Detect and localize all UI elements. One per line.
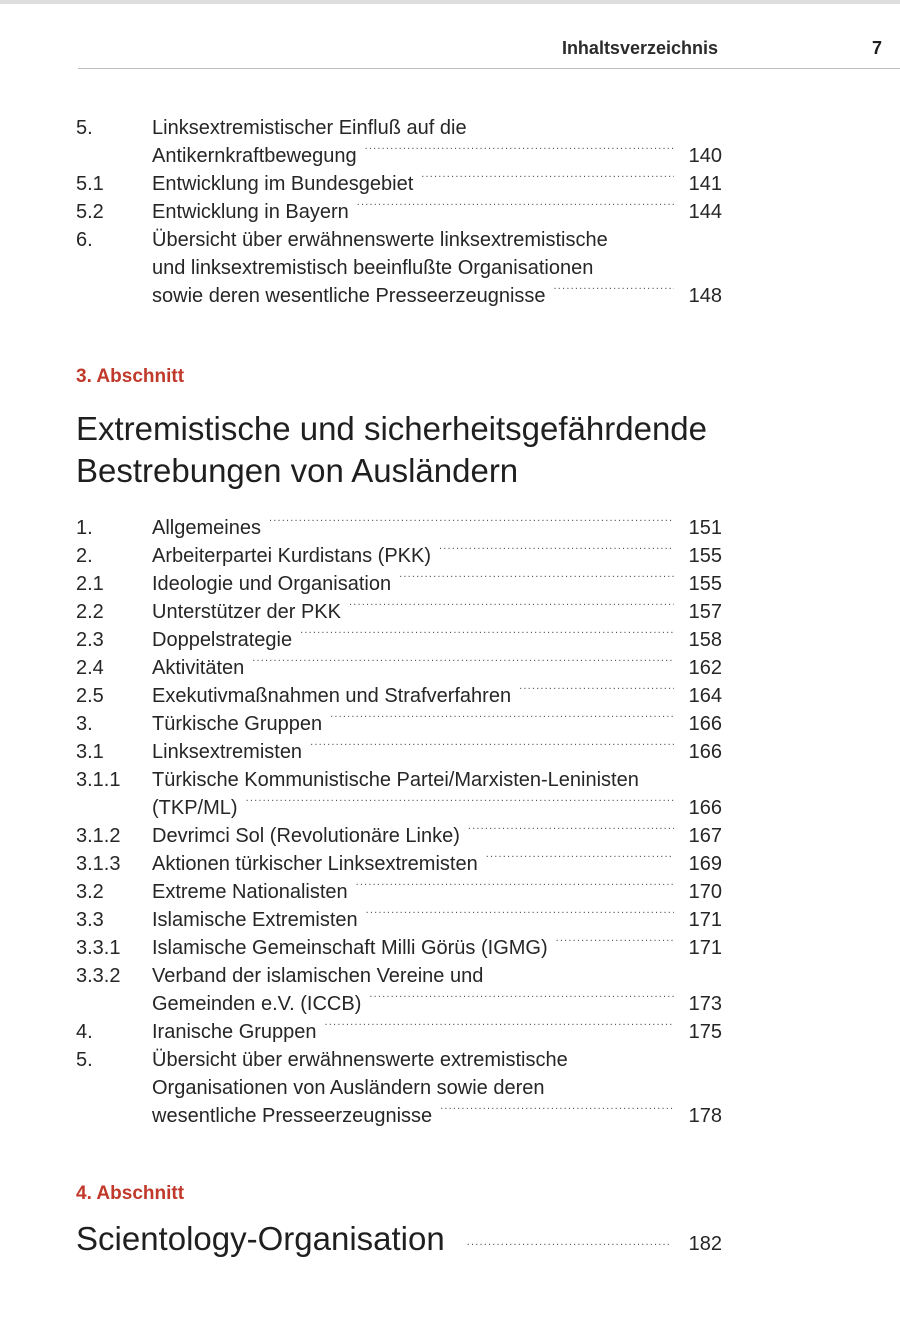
toc-entry-title-line: Übersicht über erwähnenswerte extremistische (152, 1049, 568, 1071)
toc-entry-body (152, 198, 722, 226)
toc-entry-page: 164 (688, 685, 722, 707)
page-number: 7 (872, 38, 883, 58)
toc-entry-body (152, 682, 722, 710)
toc-entry-page: 166 (688, 797, 722, 819)
toc-entry-number: 3. (76, 713, 93, 735)
toc-entry-title-line: Türkische Gruppen (152, 713, 323, 735)
dot-leader (246, 794, 674, 814)
section-3-title-line-1: Extremistische und sicherheitsgefährdende (76, 410, 708, 447)
toc-entry-title-row (152, 198, 722, 226)
dot-leader (556, 934, 674, 954)
toc-entry-title-row (152, 710, 722, 738)
toc-section-3 (76, 514, 722, 1130)
toc-entry-body (152, 114, 722, 170)
toc-entry-title-line: Gemeinden e.V. (ICCB) (152, 993, 362, 1015)
dot-leader (366, 906, 674, 926)
toc-entry-title-row (152, 598, 722, 626)
toc-entry-title-row (152, 142, 722, 170)
toc-entry[interactable] (76, 878, 722, 906)
toc-entry-number: 5.1 (76, 173, 104, 195)
toc-entry-number: 3.1.2 (76, 825, 121, 847)
toc-entry[interactable] (76, 114, 722, 170)
toc-entry-number: 6. (76, 229, 93, 251)
toc-entry-page: 170 (688, 881, 722, 903)
toc-entry-title-line: Entwicklung in Bayern (152, 201, 349, 223)
toc-entry-body (152, 878, 722, 906)
toc-entry-title-line: wesentliche Presseerzeugnisse (152, 1105, 433, 1127)
toc-entry-title-row (152, 934, 722, 962)
dot-leader (269, 514, 674, 534)
toc-entry-title-line: Türkische Kommunistische Partei/Marxisten-Leninisten (152, 769, 639, 791)
dot-leader (300, 626, 674, 646)
toc-entry-title-line: (TKP/ML) (152, 797, 238, 819)
section-3-title-line-2: Bestrebungen von Ausländern (76, 452, 519, 489)
toc-entry-number: 2.3 (76, 629, 104, 651)
toc-entry-title-row (152, 878, 722, 906)
toc-entry-title-line: Allgemeines (152, 517, 261, 539)
toc-entry-page: 169 (688, 853, 722, 875)
toc-entry-title-row (152, 794, 722, 822)
toc-entry-title-row (152, 570, 722, 598)
toc-entry-title-row (152, 822, 722, 850)
toc-entry[interactable] (76, 710, 722, 738)
dot-leader (421, 170, 674, 190)
toc-entry[interactable] (76, 850, 722, 878)
toc-entry[interactable] (76, 906, 722, 934)
toc-entry-number: 3.1.1 (76, 769, 121, 791)
toc-entry-title-line: Linksextremistischer Einfluß auf die (152, 117, 467, 139)
toc-entry-body (152, 514, 722, 542)
toc-entry[interactable] (76, 766, 722, 822)
toc-entry[interactable] (76, 1018, 722, 1046)
toc-entry[interactable] (76, 1046, 722, 1130)
toc-entry[interactable] (76, 226, 722, 310)
toc-entry-body (152, 1018, 722, 1046)
toc-entry[interactable] (76, 514, 722, 542)
toc-entry-body (152, 654, 722, 682)
dot-leader (467, 1234, 672, 1250)
toc-entry-number: 3.2 (76, 881, 104, 903)
toc-entry-title-row (152, 990, 722, 1018)
toc-entry-title-line: Linksextremisten (152, 741, 303, 763)
toc-entry[interactable] (76, 598, 722, 626)
dot-leader (349, 598, 674, 618)
toc-entry-page: 166 (688, 713, 722, 735)
toc-entry-page: 171 (688, 909, 722, 931)
toc-entry-title-row (152, 542, 722, 570)
toc-entry-page: 175 (688, 1021, 722, 1043)
toc-entry[interactable] (76, 962, 722, 1018)
dot-leader (468, 822, 674, 842)
toc-entry-number: 2.1 (76, 573, 104, 595)
toc-entry[interactable] (76, 626, 722, 654)
dot-leader (399, 570, 674, 590)
toc-entry-title-row (152, 514, 722, 542)
dot-leader (486, 850, 674, 870)
toc-entry-title-line: Arbeiterpartei Kurdistans (PKK) (152, 545, 432, 567)
toc-entry-body (152, 906, 722, 934)
toc-entry[interactable] (76, 738, 722, 766)
toc-entry[interactable] (76, 170, 722, 198)
toc-entry-number: 2.2 (76, 601, 104, 623)
toc-entry-title-line: Organisationen von Ausländern sowie deren (152, 1077, 545, 1099)
toc-entry-page: 171 (688, 937, 722, 959)
toc-entry-title-row (152, 654, 722, 682)
dot-leader (519, 682, 674, 702)
toc-entry-title-row (152, 850, 722, 878)
dot-leader (369, 990, 674, 1010)
toc-entry-title-line: Unterstützer der PKK (152, 601, 341, 623)
toc-entry-page: 178 (688, 1105, 722, 1127)
dot-leader (554, 282, 674, 302)
header-title: Inhaltsverzeichnis (561, 38, 718, 58)
toc-entry-title-line: Devrimci Sol (Revolutionäre Linke) (152, 825, 460, 847)
toc-entry-page: 151 (688, 517, 722, 539)
toc-entry-body (152, 170, 722, 198)
toc-entry-title-row (152, 682, 722, 710)
dot-leader (356, 878, 674, 898)
toc-entry-number: 1. (76, 517, 93, 539)
dot-leader (365, 142, 674, 162)
toc-entry-number: 3.3.1 (76, 937, 121, 959)
section-4-label: 4. Abschnitt (76, 1183, 185, 1204)
toc-entry-number: 3.1 (76, 741, 104, 763)
toc-entry-body (152, 598, 722, 626)
toc-entry-title-line: und linksextremistisch beeinflußte Organisationen (152, 257, 594, 279)
toc-entry-number: 3.3 (76, 909, 104, 931)
toc-entry-title-row (152, 738, 722, 766)
toc-entry-page: 155 (688, 545, 722, 567)
toc-entry-title-line: sowie deren wesentliche Presseerzeugnisse (152, 285, 546, 307)
toc-entry-body (152, 626, 722, 654)
toc-entry-body (152, 542, 722, 570)
toc-entry-title-line: Übersicht über erwähnenswerte linksextremistische (152, 229, 608, 251)
toc-entry-body (152, 934, 722, 962)
toc-entry-title-line: Aktionen türkischer Linksextremisten (152, 853, 478, 875)
toc-entry-page: 162 (688, 657, 722, 679)
toc-entry-page: 141 (688, 173, 722, 195)
top-rule (0, 0, 900, 4)
toc-entry-number: 5. (76, 1049, 93, 1071)
toc-entry-title-line: Antikernkraftbewegung (152, 145, 357, 167)
section-4-title: Scientology-Organisation (76, 1220, 445, 1257)
dot-leader (439, 542, 674, 562)
toc-entry-body (152, 962, 722, 1018)
toc-entry-title-line: Ideologie und Organisation (152, 573, 392, 595)
toc-entry-body (152, 1046, 722, 1130)
toc-entry-page: 144 (688, 201, 722, 223)
toc-entry-page: 148 (688, 285, 722, 307)
toc-entry-number: 3.1.3 (76, 853, 121, 875)
toc-entry-title-line: Entwicklung im Bundesgebiet (152, 173, 414, 195)
dot-leader (310, 738, 674, 758)
toc-entry-title-row (152, 626, 722, 654)
toc-entry-number: 2.5 (76, 685, 104, 707)
toc-entry-body (152, 822, 722, 850)
dot-leader (440, 1102, 674, 1122)
toc-entry-page: 140 (688, 145, 722, 167)
toc-entry-number: 2. (76, 545, 93, 567)
toc-entry-title-row (152, 282, 722, 310)
dot-leader (330, 710, 674, 730)
section-3-label: 3. Abschnitt (76, 366, 185, 387)
toc-entry[interactable] (76, 570, 722, 598)
toc-entry-title-line: Aktivitäten (152, 657, 245, 679)
toc-entry[interactable] (76, 654, 722, 682)
toc-entry-page: 166 (688, 741, 722, 763)
toc-entry-page: 167 (688, 825, 722, 847)
section-4-page: 182 (688, 1233, 722, 1255)
toc-entry-title-row (152, 1018, 722, 1046)
toc-entry-page: 155 (688, 573, 722, 595)
dot-leader (325, 1018, 674, 1038)
toc-entry-page: 158 (688, 629, 722, 651)
toc-entry-body (152, 766, 722, 822)
toc-entry[interactable] (76, 542, 722, 570)
toc-entry-title-row (152, 906, 722, 934)
toc-entry-title-line: Exekutivmaßnahmen und Strafverfahren (152, 685, 512, 707)
section-4-entry[interactable] (76, 1218, 722, 1260)
toc-entry-number: 4. (76, 1021, 93, 1043)
toc-entry-body (152, 710, 722, 738)
toc-entry-number: 5. (76, 117, 93, 139)
toc-entry[interactable] (76, 682, 722, 710)
toc-entry-title-line: Verband der islamischen Vereine und (152, 965, 484, 987)
toc-entry-body (152, 226, 722, 310)
toc-entry-body (152, 850, 722, 878)
toc-section-2-tail (76, 114, 722, 310)
toc-entry-number: 2.4 (76, 657, 104, 679)
toc-entry-page: 157 (688, 601, 722, 623)
running-header (0, 38, 900, 68)
dot-leader (252, 654, 674, 674)
toc-entry-title-line: Islamische Extremisten (152, 909, 358, 931)
toc-entry-title-line: Doppelstrategie (152, 629, 293, 651)
toc-entry-page: 173 (688, 993, 722, 1015)
toc-entry-title-line: Iranische Gruppen (152, 1021, 317, 1043)
toc-entry-title-row (152, 170, 722, 198)
toc-entry[interactable] (76, 822, 722, 850)
toc-entry-body (152, 738, 722, 766)
toc-entry-title-line: Islamische Gemeinschaft Milli Görüs (IGMG) (152, 937, 548, 959)
toc-entry[interactable] (76, 934, 722, 962)
toc-entry-number: 3.3.2 (76, 965, 121, 987)
toc-entry-number: 5.2 (76, 201, 104, 223)
toc-entry[interactable] (76, 198, 722, 226)
header-divider (78, 68, 900, 69)
toc-entry-title-row (152, 1102, 722, 1130)
section-3-title (76, 408, 707, 492)
toc-entry-body (152, 570, 722, 598)
dot-leader (357, 198, 674, 218)
toc-entry-title-line: Extreme Nationalisten (152, 881, 348, 903)
